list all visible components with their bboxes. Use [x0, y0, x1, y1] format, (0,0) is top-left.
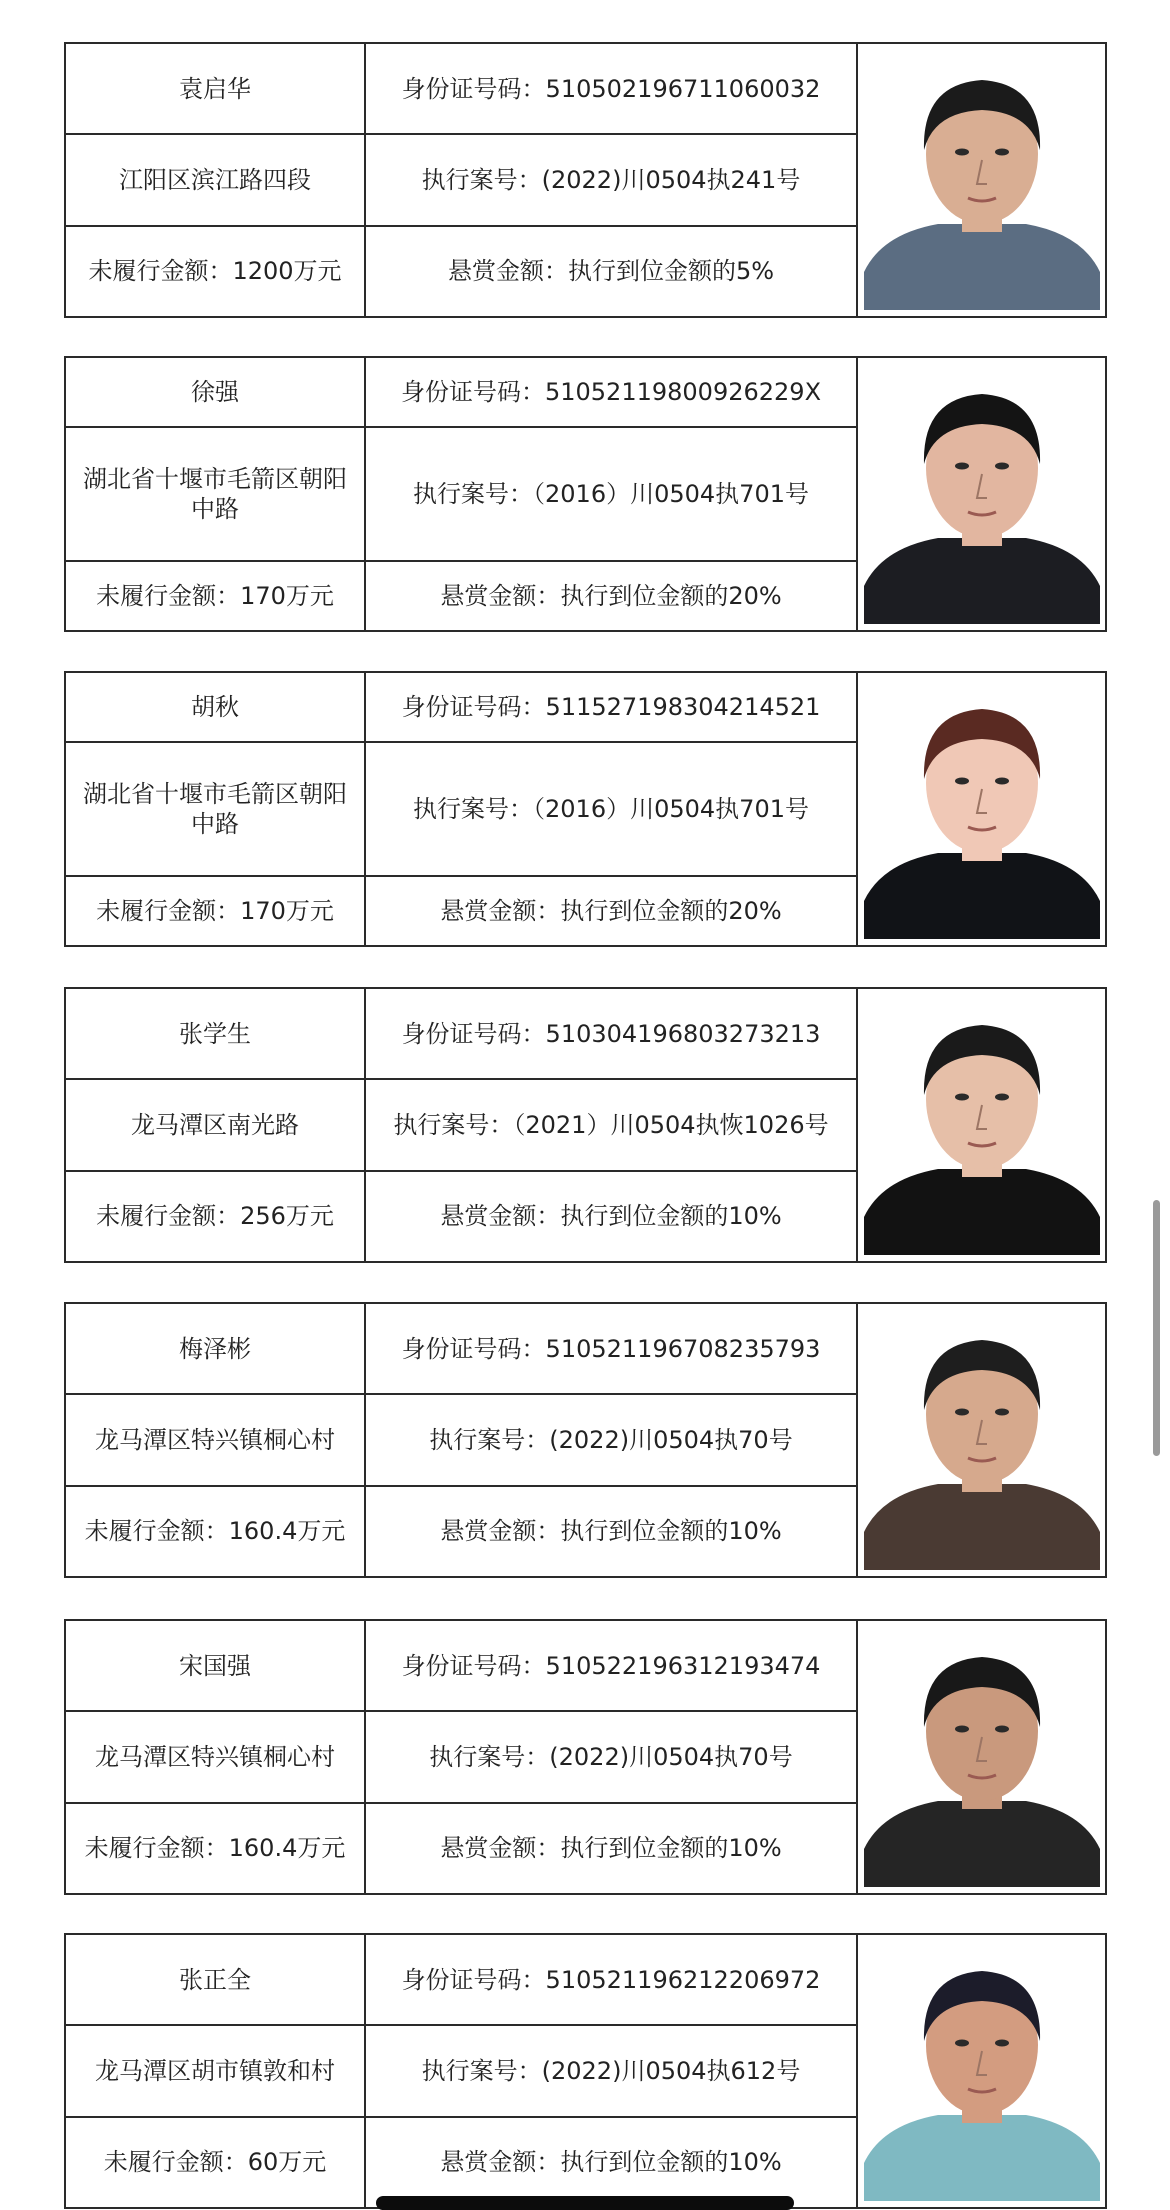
scrollbar[interactable] [1153, 1200, 1160, 1456]
photo-cell [857, 357, 1106, 631]
case-number: 执行案号：(2022)川0504执70号 [365, 1394, 857, 1485]
record-card [64, 1619, 1105, 1895]
record-table [64, 1933, 1107, 2209]
unpaid-amount: 未履行金额：170万元 [65, 876, 365, 946]
record-card [64, 987, 1105, 1263]
id-number: 身份证号码：511527198304214521 [365, 672, 857, 742]
address: 湖北省十堰市毛箭区朝阳中路 [65, 427, 365, 562]
portrait-photo [864, 50, 1100, 310]
photo-cell [857, 1303, 1106, 1577]
id-number: 身份证号码：51052119800926229X [365, 357, 857, 427]
id-number: 身份证号码：510521196212206972 [365, 1934, 857, 2025]
id-number: 身份证号码：510502196711060032 [365, 43, 857, 134]
record-card [64, 671, 1105, 947]
photo-cell [857, 1934, 1106, 2208]
person-name: 梅泽彬 [65, 1303, 365, 1394]
photo-cell [857, 1620, 1106, 1894]
id-number: 身份证号码：510304196803273213 [365, 988, 857, 1079]
unpaid-amount: 未履行金额：160.4万元 [65, 1486, 365, 1577]
reward-amount: 悬赏金额：执行到位金额的10% [365, 2117, 857, 2208]
case-number: 执行案号：(2022)川0504执70号 [365, 1711, 857, 1802]
address: 龙马潭区胡市镇敦和村 [65, 2025, 365, 2116]
reward-amount: 悬赏金额：执行到位金额的10% [365, 1486, 857, 1577]
record-card [64, 1933, 1105, 2209]
record-table [64, 356, 1107, 632]
unpaid-amount: 未履行金额：60万元 [65, 2117, 365, 2208]
person-name: 胡秋 [65, 672, 365, 742]
person-name: 徐强 [65, 357, 365, 427]
address: 龙马潭区特兴镇桐心村 [65, 1711, 365, 1802]
home-indicator[interactable] [376, 2196, 794, 2210]
case-number: 执行案号：（2021）川0504执恢1026号 [365, 1079, 857, 1170]
record-table [64, 987, 1107, 1263]
portrait-photo [864, 1941, 1100, 2201]
photo-cell [857, 988, 1106, 1262]
address: 龙马潭区特兴镇桐心村 [65, 1394, 365, 1485]
case-number: 执行案号：（2016）川0504执701号 [365, 742, 857, 877]
photo-cell [857, 672, 1106, 946]
unpaid-amount: 未履行金额：170万元 [65, 561, 365, 631]
person-name: 张学生 [65, 988, 365, 1079]
unpaid-amount: 未履行金额：160.4万元 [65, 1803, 365, 1894]
portrait-photo [864, 364, 1100, 624]
record-card [64, 356, 1105, 632]
person-name: 袁启华 [65, 43, 365, 134]
unpaid-amount: 未履行金额：1200万元 [65, 226, 365, 317]
record-card [64, 1302, 1105, 1578]
address: 湖北省十堰市毛箭区朝阳中路 [65, 742, 365, 877]
record-table [64, 1619, 1107, 1895]
photo-cell [857, 43, 1106, 317]
record-table [64, 671, 1107, 947]
portrait-photo [864, 1627, 1100, 1887]
person-name: 宋国强 [65, 1620, 365, 1711]
id-number: 身份证号码：510521196708235793 [365, 1303, 857, 1394]
reward-amount: 悬赏金额：执行到位金额的20% [365, 876, 857, 946]
id-number: 身份证号码：510522196312193474 [365, 1620, 857, 1711]
reward-amount: 悬赏金额：执行到位金额的10% [365, 1803, 857, 1894]
portrait-photo [864, 1310, 1100, 1570]
record-table [64, 42, 1107, 318]
reward-amount: 悬赏金额：执行到位金额的20% [365, 561, 857, 631]
reward-amount: 悬赏金额：执行到位金额的5% [365, 226, 857, 317]
case-number: 执行案号：（2016）川0504执701号 [365, 427, 857, 562]
reward-amount: 悬赏金额：执行到位金额的10% [365, 1171, 857, 1262]
case-number: 执行案号：(2022)川0504执612号 [365, 2025, 857, 2116]
case-number: 执行案号：(2022)川0504执241号 [365, 134, 857, 225]
record-card [64, 42, 1105, 318]
portrait-photo [864, 995, 1100, 1255]
unpaid-amount: 未履行金额：256万元 [65, 1171, 365, 1262]
person-name: 张正全 [65, 1934, 365, 2025]
portrait-photo [864, 679, 1100, 939]
address: 江阳区滨江路四段 [65, 134, 365, 225]
address: 龙马潭区南光路 [65, 1079, 365, 1170]
record-table [64, 1302, 1107, 1578]
